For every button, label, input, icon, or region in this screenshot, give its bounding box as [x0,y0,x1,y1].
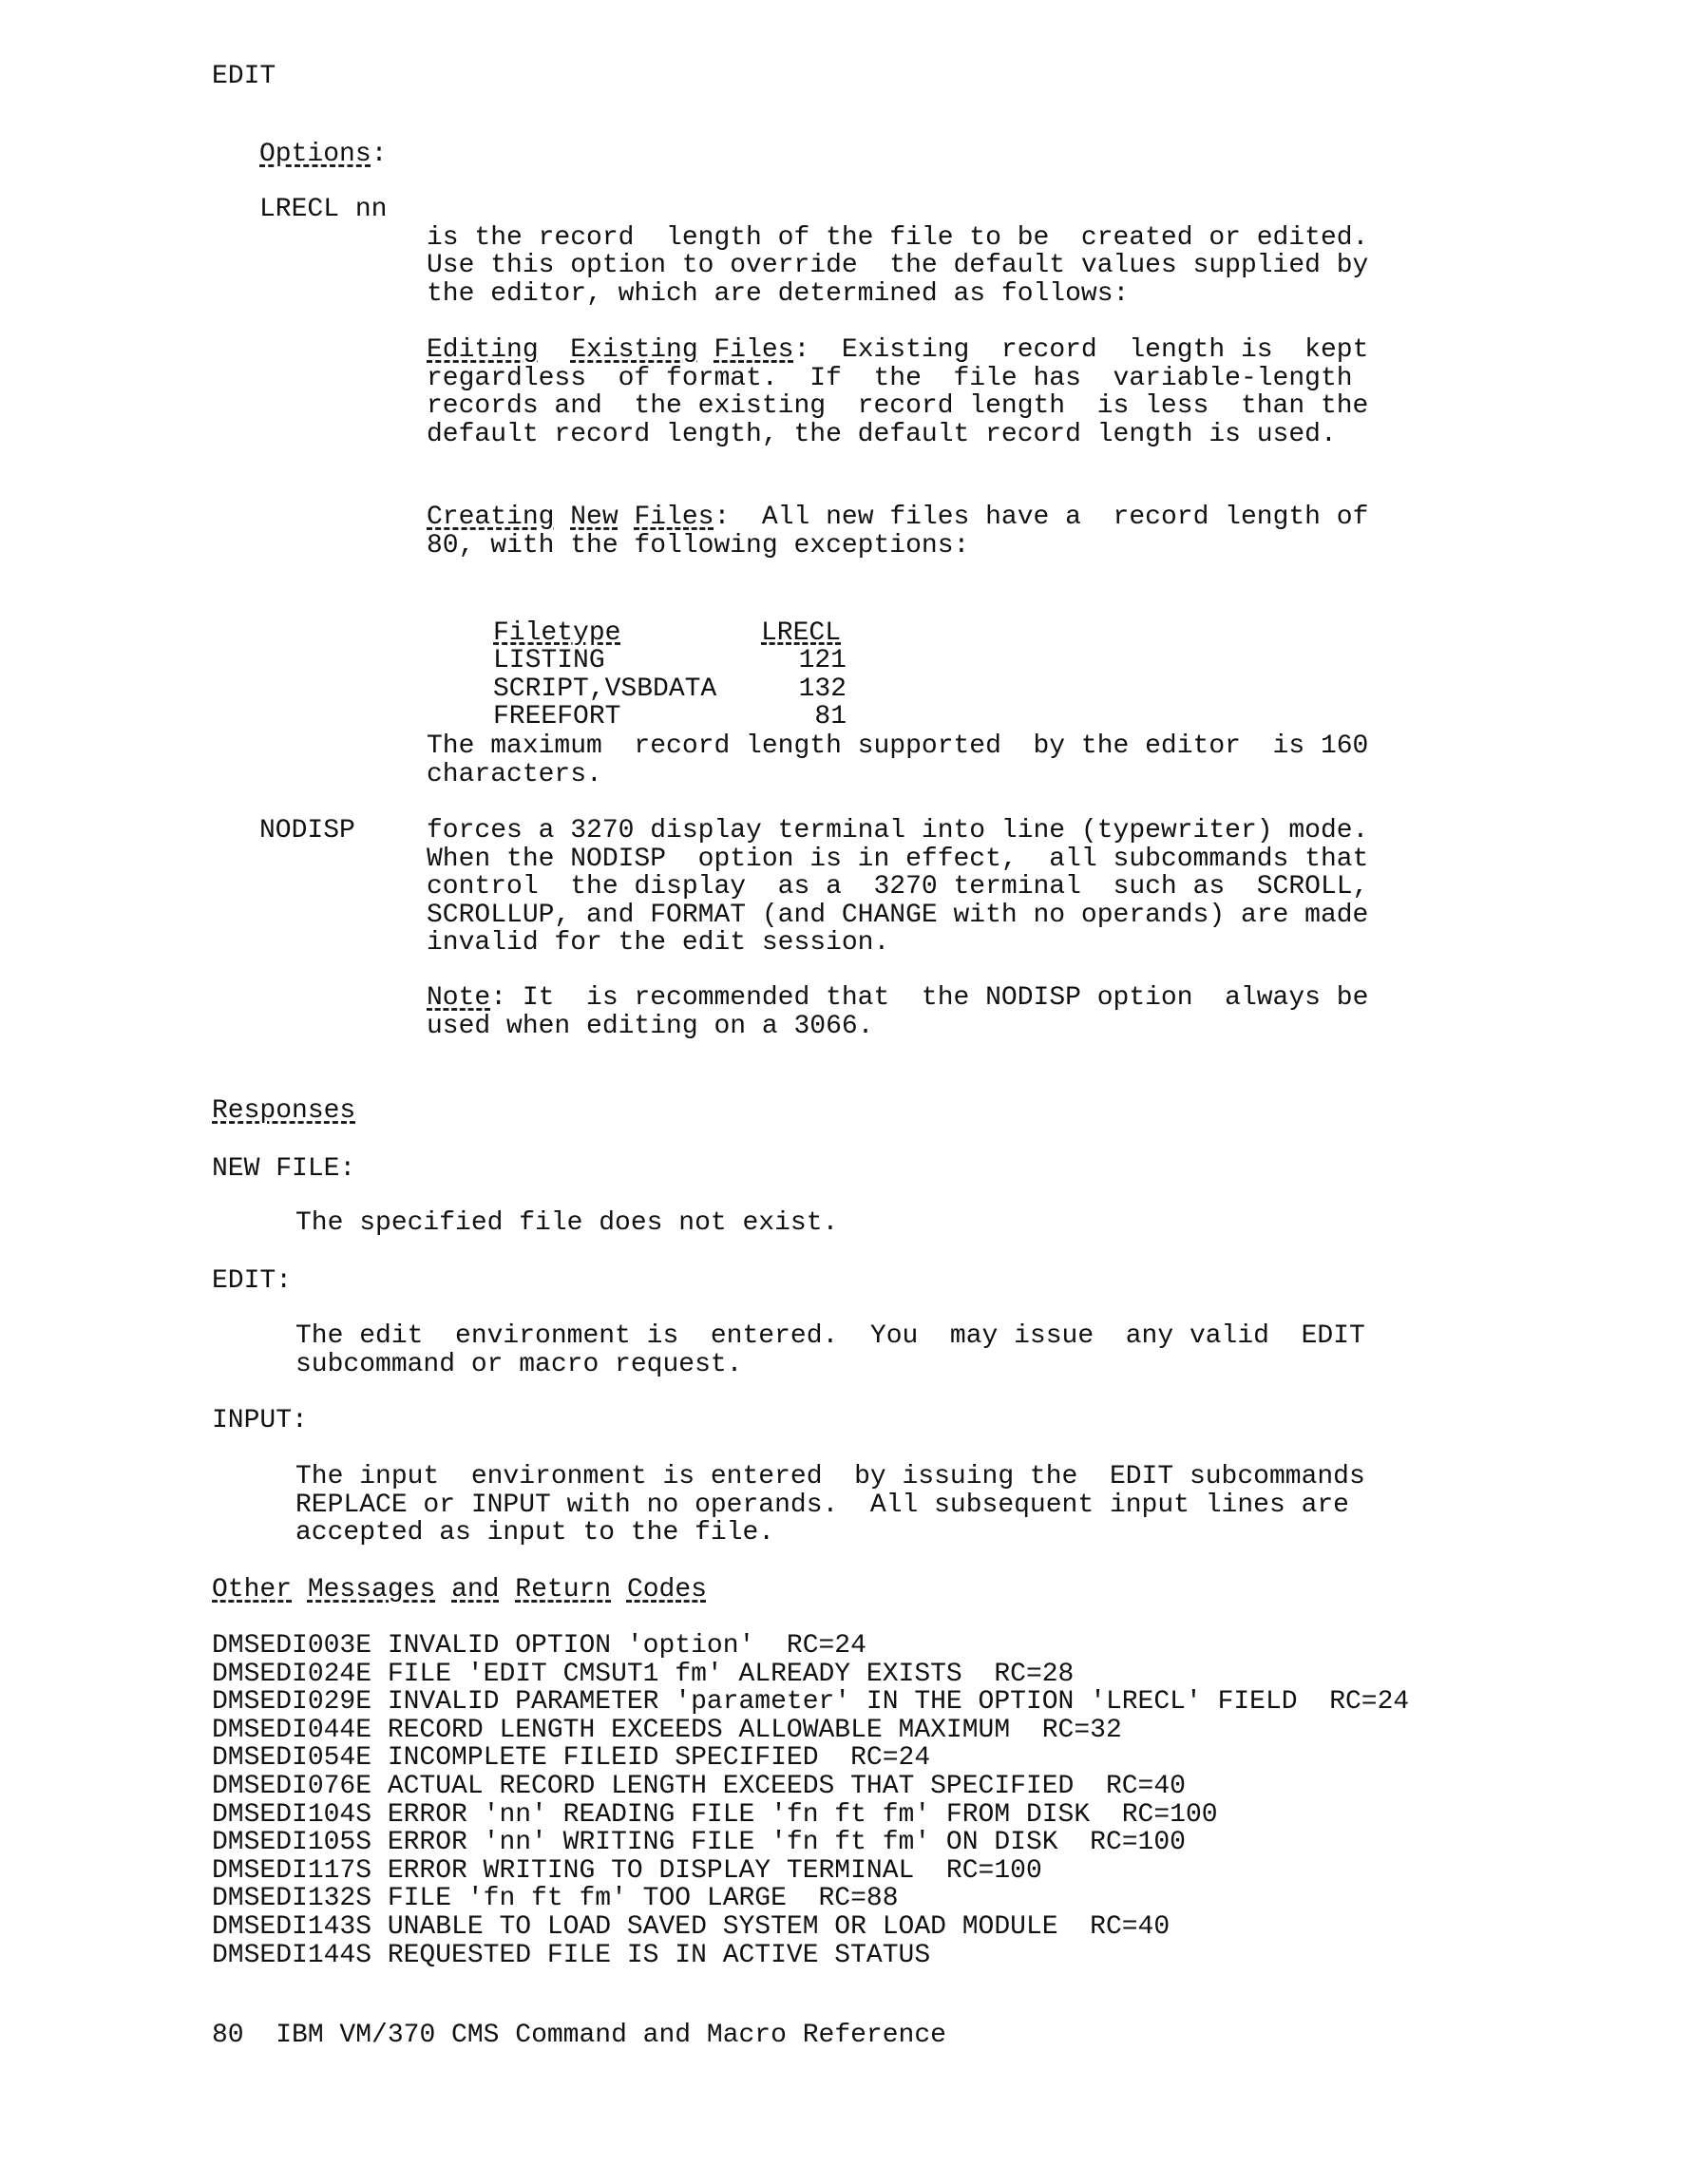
message: DMSEDI024E FILE 'EDIT CMSUT1 fm' ALREADY EXISTS RC=28 [212,1659,1075,1689]
line: forces a 3270 display terminal into line (typewriter) mode. [427,816,1369,845]
line: used when editing on a 3066. [427,1011,874,1041]
book-title: IBM VM/370 CMS Command and Macro Reference [276,2021,946,2050]
message: DMSEDI144S REQUESTED FILE IS IN ACTIVE STATUS [212,1940,931,1970]
line: The specified file does not exist. [295,1208,839,1238]
max-length-note [427,732,1368,788]
cell: SCRIPT,VSBDATA [493,674,717,704]
message: DMSEDI143S UNABLE TO LOAD SAVED SYSTEM OR LOAD MODULE RC=40 [212,1911,1171,1942]
label: Files [714,335,794,365]
table-header: Filetype [493,617,621,648]
line: When the NODISP option is in effect, all subcommands that [427,844,1369,874]
cell: 132 [798,674,847,704]
label: Existing [570,335,698,365]
label: New [570,503,619,532]
line: : Existing record length is kept [793,335,1369,365]
nodisp-description [427,817,1368,958]
creating-new-files [427,503,1368,560]
heading-word: Codes [626,1575,707,1605]
running-head: EDIT [212,62,276,91]
line: The edit environment is entered. You may issue any valid EDIT [295,1321,1365,1351]
message: DMSEDI117S ERROR WRITING TO DISPLAY TERMINAL RC=100 [212,1855,1042,1886]
cell: FREEFORT [493,702,621,732]
message: DMSEDI132S FILE 'fn ft fm' TOO LARGE RC=88 [212,1884,899,1914]
line: the editor, which are determined as follows: [427,278,1130,309]
line: accepted as input to the file. [295,1518,775,1548]
message: DMSEDI044E RECORD LENGTH EXCEEDS ALLOWABLE MAXIMUM RC=32 [212,1715,1122,1745]
line: The input environment is entered by issuing the EDIT subcommands [295,1462,1365,1491]
label: Creating [427,503,555,532]
line: : All new files have a record length of [714,503,1369,532]
line: control the display as a 3270 terminal such as SCROLL, [427,872,1369,902]
line: SCROLLUP, and FORMAT (and CHANGE with no operands) are made [427,900,1369,930]
label: Files [634,503,714,532]
label: Editing [427,335,539,365]
lrecl-description [427,196,1368,308]
heading-word: Messages [307,1575,436,1605]
lrecl-term: LRECL nn [259,195,388,224]
line: Use this option to override the default values supplied by [427,251,1369,281]
messages-heading [212,1576,707,1605]
line: invalid for the edit session. [427,928,890,959]
line: : It is recommended that the NODISP option always be [490,983,1369,1013]
nodisp-note [427,984,1368,1040]
line: regardless of format. If the file has variable-length [427,363,1353,393]
line: records and the existing record length is less than the [427,391,1369,422]
page-footer [212,2022,946,2050]
line: default record length, the default record length is used. [427,419,1337,449]
line: REPLACE or INPUT with no operands. All subsequent input lines are [295,1490,1349,1520]
cell: 121 [798,646,847,676]
response-term: EDIT: [212,1266,293,1296]
response-term: INPUT: [212,1406,308,1435]
response-description [295,1322,1365,1378]
line: characters. [427,759,602,789]
line: subcommand or macro request. [295,1349,743,1379]
message: DMSEDI105S ERROR 'nn' WRITING FILE 'fn ft fm' ON DISK RC=100 [212,1828,1186,1858]
line: 80, with the following exceptions: [427,530,970,560]
response-description [295,1463,1365,1548]
table-row [493,703,847,731]
options-heading: Options: [259,140,388,169]
filetype-table [493,591,847,731]
editing-existing-files [427,336,1368,448]
message: DMSEDI104S ERROR 'nn' READING FILE 'fn ft fm' FROM DISK RC=100 [212,1799,1218,1830]
message: DMSEDI076E ACTUAL RECORD LENGTH EXCEEDS THAT SPECIFIED RC=40 [212,1771,1186,1801]
message: DMSEDI029E INVALID PARAMETER 'parameter' IN THE OPTION 'LRECL' FIELD RC=24 [212,1687,1410,1718]
table-row [493,647,847,675]
messages-list [212,1632,1409,1969]
heading-word: Return [515,1575,612,1605]
message: DMSEDI003E INVALID OPTION 'option' RC=24 [212,1631,866,1661]
heading-word: Other [212,1575,293,1605]
options-heading-text: Options [259,140,371,169]
cell: 81 [814,702,847,732]
responses-heading: Responses [212,1096,356,1126]
line: is the record length of the file to be created or edited. [427,222,1369,253]
response-description [295,1209,838,1238]
heading-word: and [451,1575,500,1605]
page-number: 80 [212,2021,244,2050]
cell: LISTING [493,646,605,676]
line: The maximum record length supported by the editor is 160 [427,731,1369,761]
nodisp-term: NODISP [259,816,355,845]
note-label: Note [427,983,491,1013]
table-header: LRECL [761,617,842,648]
message: DMSEDI054E INCOMPLETE FILEID SPECIFIED RC=24 [212,1743,931,1774]
table-row [493,675,847,704]
response-term: NEW FILE: [212,1154,356,1184]
